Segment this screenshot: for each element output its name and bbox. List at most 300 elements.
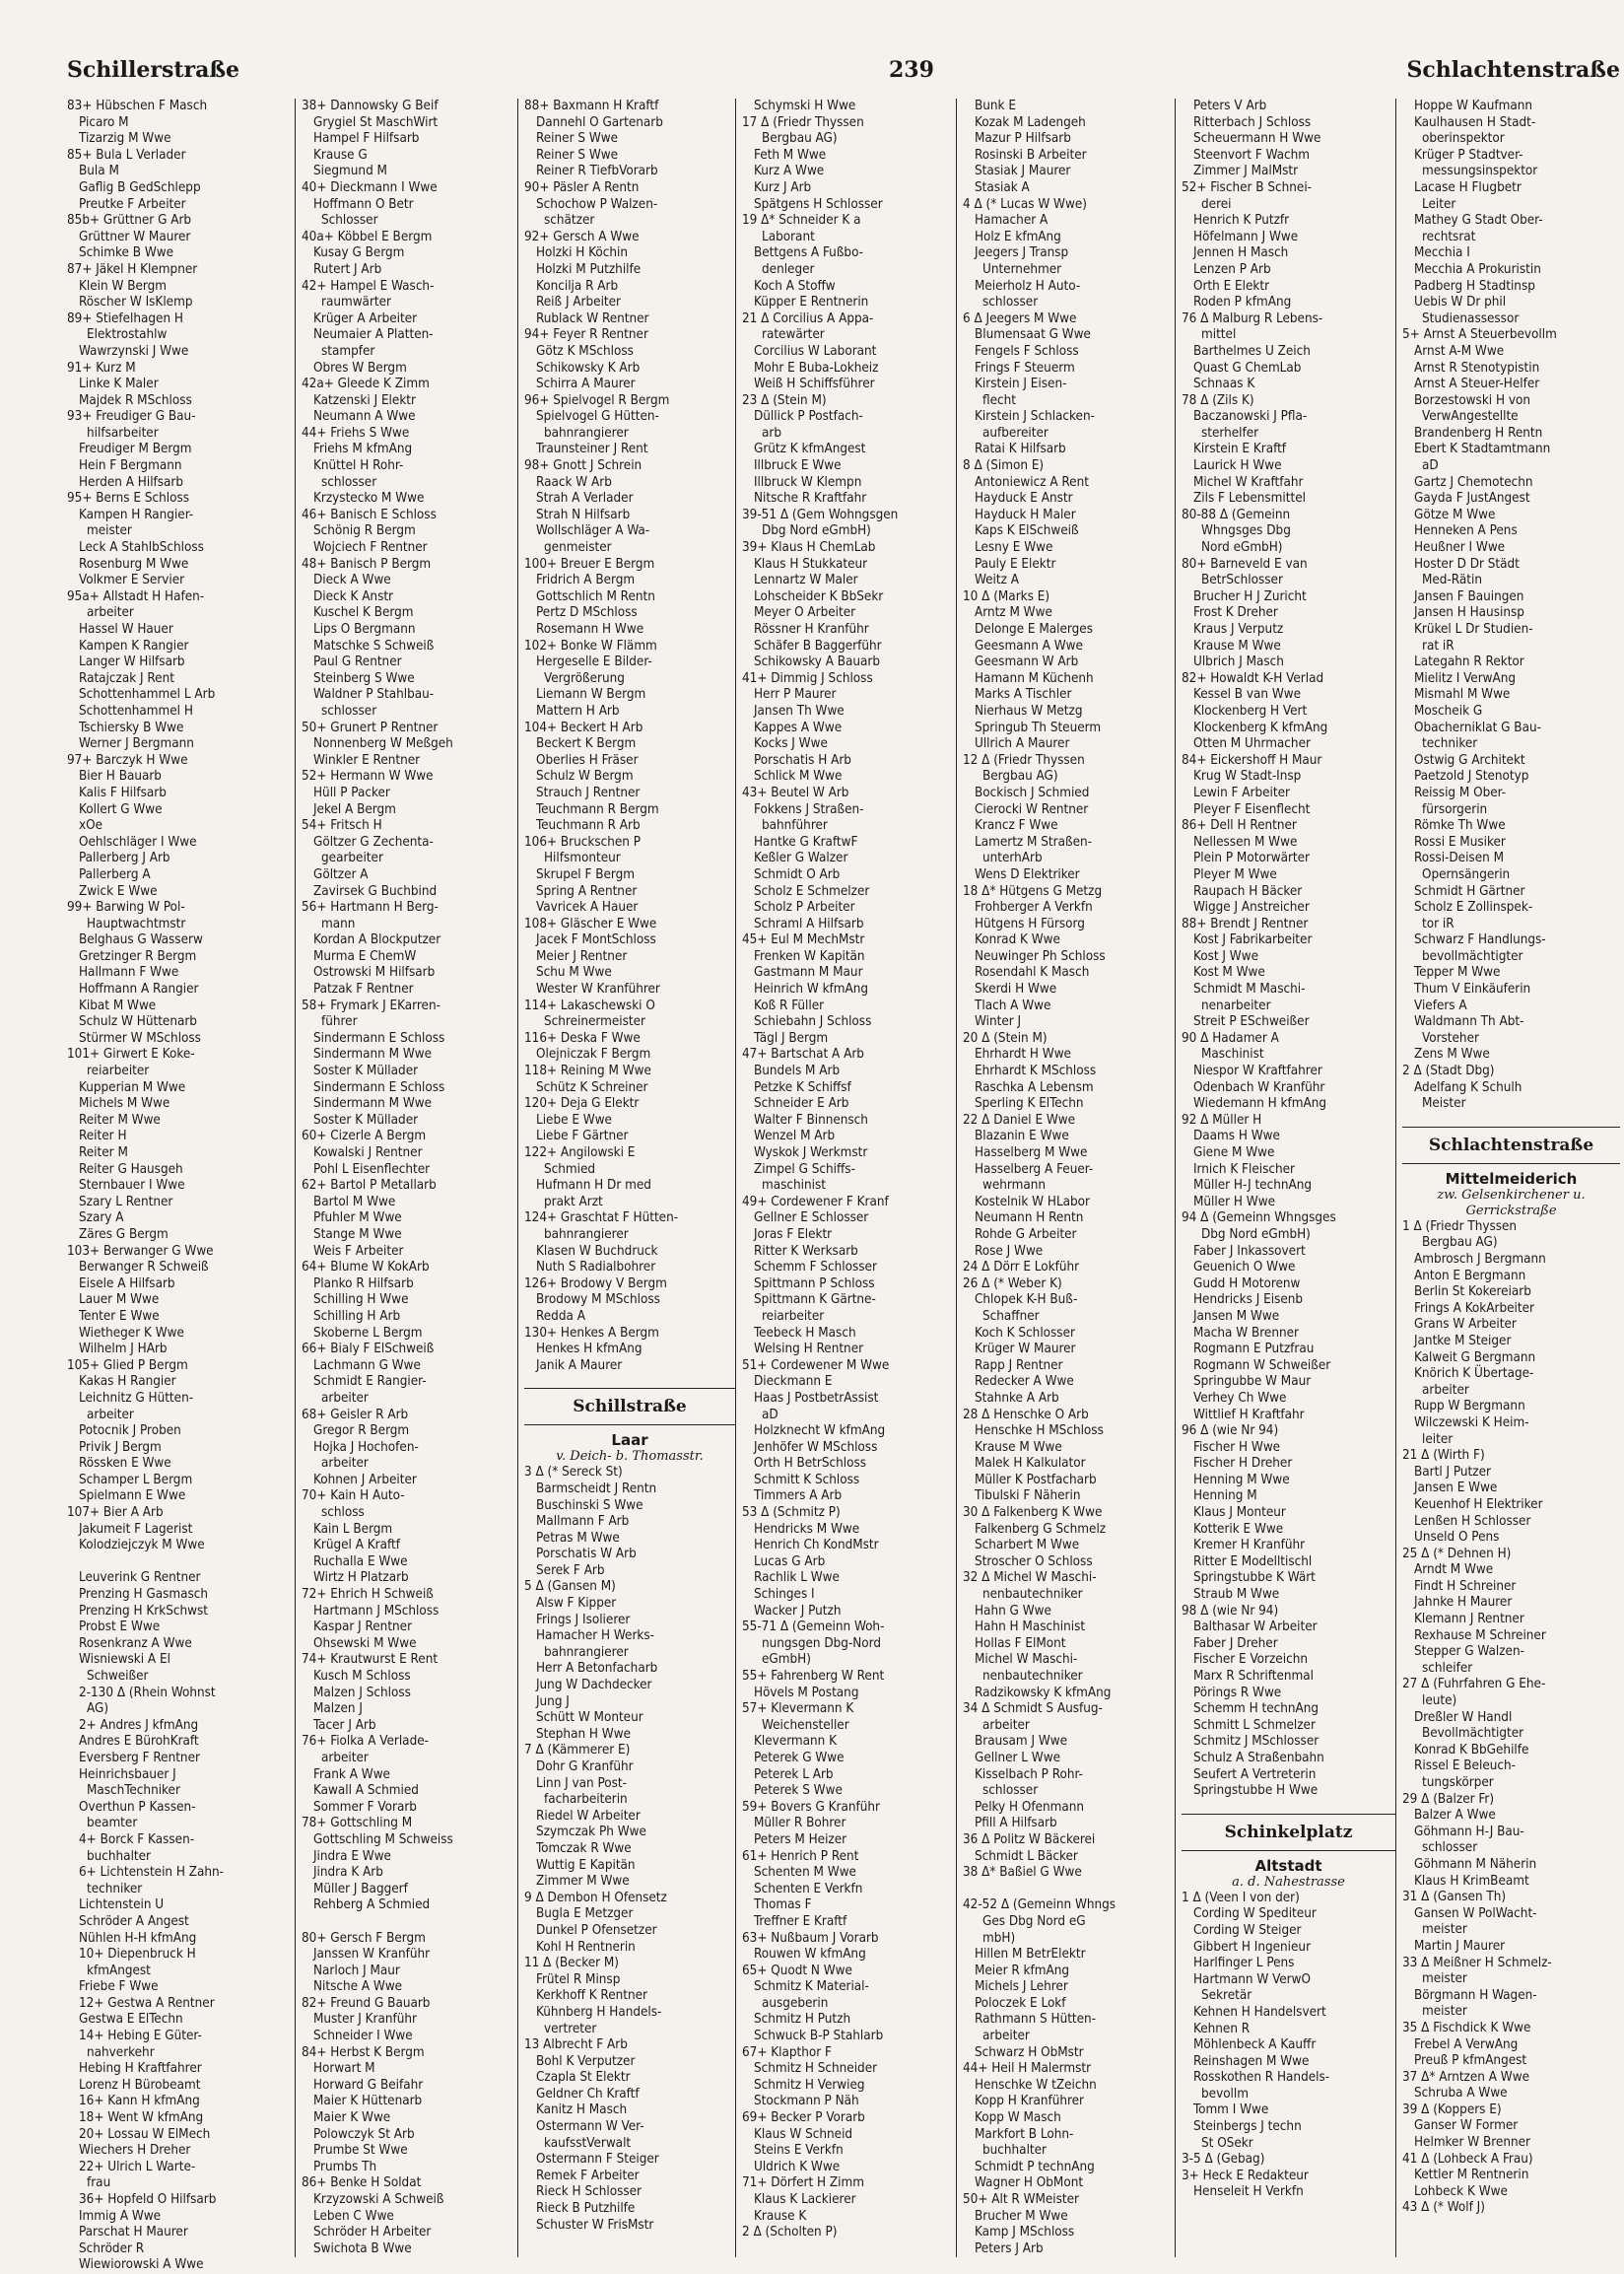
- house-number-entry: 5 Δ (Gansen M): [524, 1579, 616, 1595]
- house-number-entry: 52+ Fischer B Schnei-: [1182, 179, 1313, 195]
- house-number-entry: 64+ Blume W KokArb: [302, 1260, 430, 1275]
- resident-entry: Rachlik L Wwe: [754, 1570, 840, 1586]
- resident-entry: Leichnitz G Hütten-: [79, 1390, 194, 1406]
- resident-entry: Berlin St Kokereiarb: [1414, 1284, 1531, 1300]
- resident-entry: Blazanin E Wwe: [975, 1129, 1069, 1144]
- district-heading: Mittelmeiderich: [1445, 1169, 1578, 1188]
- resident-entry: Schreinermeister: [544, 1014, 645, 1030]
- resident-entry: Spätgens H Schlosser: [754, 196, 883, 212]
- resident-entry: Gibbert H Ingenieur: [1193, 1939, 1312, 1955]
- resident-entry: Hebing H Kraftfahrer: [79, 2061, 202, 2077]
- resident-entry: arb: [762, 425, 781, 441]
- house-number-entry: 56+ Hartmann H Berg-: [302, 900, 439, 916]
- resident-entry: Springub Th Steuerm: [975, 720, 1102, 735]
- resident-entry: Klockenberg H Vert: [1193, 703, 1308, 719]
- resident-entry: Henneken A Pens: [1414, 523, 1518, 539]
- house-number-entry: 107+ Bier A Arb: [67, 1505, 164, 1521]
- resident-entry: Markfort B Lohn-: [975, 2126, 1074, 2142]
- house-number-entry: 63+ Nußbaum J Vorarb: [742, 1930, 879, 1946]
- resident-entry: Gudd H Motorenw: [1193, 1275, 1301, 1291]
- resident-entry: Poloczek E Lokf: [975, 1995, 1066, 2011]
- resident-entry: Lennartz W Maler: [754, 573, 858, 588]
- resident-entry: prakt Arzt: [544, 1194, 603, 1209]
- resident-entry: Geuenich O Wwe: [1193, 1260, 1296, 1275]
- resident-entry: Krükel L Dr Studien-: [1414, 622, 1533, 637]
- resident-entry: Schirra A Maurer: [536, 377, 636, 392]
- resident-entry: Jindra E Wwe: [313, 1848, 391, 1864]
- resident-entry: Kohl H Rentnerin: [536, 1939, 636, 1955]
- resident-entry: Potocnik J Proben: [79, 1423, 181, 1439]
- resident-entry: Matschke S Schweiß: [313, 638, 435, 654]
- resident-entry: Moscheik G: [1414, 703, 1483, 719]
- resident-entry: Eversberg F Rentner: [79, 1750, 200, 1765]
- resident-entry: Schütz K Schreiner: [536, 1079, 648, 1095]
- resident-entry: Heinrichsbauer J: [79, 1766, 176, 1782]
- resident-entry: arbeiter: [321, 1750, 369, 1765]
- resident-entry: Pohl L Eisenflechter: [313, 1161, 431, 1177]
- resident-entry: Rossi-Deisen M: [1414, 851, 1504, 866]
- resident-entry: Klockenberg K kfmAng: [1193, 720, 1328, 735]
- resident-entry: Unternehmer: [982, 261, 1062, 277]
- resident-entry: Ritter K Werksarb: [754, 1243, 858, 1259]
- resident-entry: 10+ Diepenbruck H: [79, 1947, 196, 1963]
- house-number-entry: 41+ Dimmig J Schloss: [742, 670, 873, 686]
- resident-entry: Götz K MSchloss: [536, 343, 634, 359]
- house-number-entry: 122+ Angilowski E: [524, 1145, 636, 1160]
- resident-entry: Kehnen R: [1193, 2021, 1251, 2036]
- resident-entry: Keßler G Walzer: [754, 851, 848, 866]
- resident-entry: Peters J Arb: [975, 2240, 1044, 2256]
- resident-entry: Hoffmann A Rangier: [79, 982, 199, 998]
- resident-entry: meister: [1422, 2004, 1467, 2020]
- resident-entry: sterhelfer: [1201, 425, 1259, 441]
- resident-entry: Schulz A Straßenbahn: [1193, 1750, 1324, 1765]
- house-number-entry: 18 Δ* Hütgens G Metzg: [963, 883, 1103, 899]
- resident-entry: Hövels M Postang: [754, 1685, 859, 1700]
- house-number-entry: 130+ Henkes A Bergm: [524, 1325, 659, 1341]
- resident-entry: Gretzinger R Bergm: [79, 948, 197, 964]
- resident-entry: Lachmann G Wwe: [313, 1357, 421, 1373]
- resident-entry: Tepper M Wwe: [1414, 965, 1501, 981]
- resident-entry: Vavricek A Hauer: [536, 900, 639, 916]
- resident-entry: Winkler E Rentner: [313, 752, 421, 768]
- resident-entry: schlosser: [1422, 1840, 1478, 1856]
- resident-entry: Illbruck E Wwe: [754, 458, 842, 474]
- house-number-entry: 53 Δ (Schmitz P): [742, 1505, 841, 1521]
- resident-entry: Schmitt K Schloss: [754, 1472, 860, 1487]
- house-number-entry: 45+ Eul M MechMstr: [742, 932, 865, 948]
- resident-entry: Wenzel M Arb: [754, 1129, 836, 1144]
- resident-entry: Krause M Wwe: [1193, 638, 1281, 654]
- resident-entry: Kordan A Blockputzer: [313, 932, 441, 948]
- house-number-entry: 80-88 Δ (Gemeinn: [1182, 507, 1291, 522]
- resident-entry: Schröder R: [79, 2240, 145, 2256]
- resident-entry: Schulz W Bergm: [536, 769, 634, 785]
- resident-entry: Kollert G Wwe: [79, 801, 163, 817]
- house-number-entry: 2 Δ (Stadt Dbg): [1402, 1064, 1495, 1079]
- resident-entry: Rosemann H Wwe: [536, 622, 644, 637]
- house-number-entry: 51+ Cordewener M Wwe: [742, 1357, 890, 1373]
- resident-entry: Rogmann W Schweißer: [1193, 1357, 1331, 1373]
- resident-entry: Reiß J Arbeiter: [536, 295, 622, 310]
- house-number-entry: 103+ Berwanger G Wwe: [67, 1243, 214, 1259]
- resident-entry: Verhey Ch Wwe: [1193, 1390, 1287, 1406]
- resident-entry: Prenzing H Gasmasch: [79, 1587, 209, 1603]
- resident-entry: Laborant: [762, 229, 815, 244]
- resident-entry: Koß R Füller: [754, 998, 825, 1013]
- resident-entry: Antoniewicz A Rent: [975, 474, 1089, 490]
- house-number-entry: 8 Δ (Simon E): [963, 458, 1045, 474]
- house-number-entry: 2 Δ (Scholten P): [742, 2225, 838, 2240]
- resident-entry: Linn J van Post-: [536, 1775, 628, 1791]
- resident-entry: Petzke K Schiffsf: [754, 1079, 851, 1095]
- resident-entry: Ullrich A Maurer: [975, 736, 1070, 752]
- house-number-entry: 118+ Reining M Wwe: [524, 1064, 651, 1079]
- resident-entry: Hillen M BetrElektr: [975, 1947, 1086, 1963]
- resident-entry: schleifer: [1422, 1660, 1473, 1676]
- resident-entry: Ritterbach J Schloss: [1193, 114, 1312, 130]
- house-number-entry: 67+ Klapthor F: [742, 2044, 832, 2060]
- resident-entry: Nitsche R Kraftfahr: [754, 491, 867, 507]
- resident-entry: reiarbeiter: [762, 1308, 825, 1324]
- house-number-entry: 101+ Girwert E Koke-: [67, 1047, 195, 1063]
- resident-entry: Ehrhardt H Wwe: [975, 1047, 1071, 1063]
- resident-entry: Stasiak J Maurer: [975, 164, 1071, 179]
- resident-entry: Jennen H Masch: [1193, 245, 1289, 261]
- resident-entry: Göhmann M Näherin: [1414, 1856, 1537, 1872]
- resident-entry: [67, 1554, 295, 1571]
- resident-entry: Spittmann P Schloss: [754, 1275, 875, 1291]
- resident-entry: Gansen W PolWacht-: [1414, 1905, 1537, 1921]
- house-number-entry: 41 Δ (Lohbeck A Frau): [1402, 2151, 1533, 2167]
- resident-entry: Leben C Wwe: [313, 2208, 394, 2224]
- resident-entry: Kirstein J Eisen-: [975, 377, 1067, 392]
- resident-entry: Bergbau AG): [762, 131, 838, 147]
- resident-entry: Kettler M Rentnerin: [1414, 2168, 1529, 2183]
- resident-entry: xOe: [79, 818, 103, 834]
- resident-entry: kaufsstVerwalt: [544, 2135, 632, 2151]
- resident-entry: Schenten M Wwe: [754, 1865, 856, 1881]
- resident-entry: Tizarzig M Wwe: [79, 131, 171, 147]
- resident-entry: Kuschel K Bergm: [313, 605, 414, 621]
- resident-entry: kfmAngest: [87, 1963, 151, 1978]
- resident-entry: schätzer: [544, 213, 595, 229]
- resident-entry: Jung W Dachdecker: [536, 1678, 652, 1693]
- resident-entry: Wigge J Anstreicher: [1193, 900, 1310, 916]
- resident-entry: Weiß H Schiffsführer: [754, 377, 875, 392]
- resident-entry: Wyskok J Werkmstr: [754, 1145, 868, 1160]
- house-number-entry: 97+ Barczyk H Wwe: [67, 752, 188, 768]
- resident-entry: Roden P kfmAng: [1193, 295, 1292, 310]
- house-number-entry: 95+ Berns E Schloss: [67, 491, 189, 507]
- resident-entry: Pelky H Ofenmann: [975, 1799, 1085, 1815]
- resident-entry: fürsorgerin: [1422, 801, 1488, 817]
- resident-entry: Ratai K Hilfsarb: [975, 442, 1066, 457]
- house-number-entry: 58+ Frymark J EKarren-: [302, 998, 440, 1013]
- resident-entry: derei: [1201, 196, 1232, 212]
- resident-entry: Bartl J Putzer: [1414, 1464, 1491, 1480]
- resident-entry: Jung J: [536, 1693, 570, 1709]
- resident-entry: Whngsges Dbg: [1201, 523, 1291, 539]
- resident-entry: Welsing H Rentner: [754, 1342, 864, 1357]
- resident-entry: Herden A Hilfsarb: [79, 474, 184, 490]
- resident-entry: Kurz J Arb: [754, 179, 812, 195]
- resident-entry: Neumann H Rentn: [975, 1210, 1084, 1226]
- resident-entry: Peters M Heizer: [754, 1831, 847, 1847]
- house-number-entry: 89+ Stiefelhagen H: [67, 310, 183, 326]
- resident-entry: Padberg H Stadtinsp: [1414, 278, 1535, 294]
- resident-entry: Oehlschläger I Wwe: [79, 834, 197, 850]
- resident-entry: Fischer E Vorzeichn: [1193, 1652, 1308, 1668]
- resident-entry: Bartol M Wwe: [313, 1194, 396, 1209]
- resident-entry: messungsinspektor: [1422, 164, 1538, 179]
- resident-entry: Andres E BürohKraft: [79, 1734, 199, 1750]
- house-number-entry: 42a+ Gleede K Zimm: [302, 377, 430, 392]
- resident-entry: Hahn G Wwe: [975, 1603, 1051, 1619]
- resident-entry: hilfsarbeiter: [87, 425, 159, 441]
- resident-entry: Brodowy M MSchloss: [536, 1292, 660, 1308]
- resident-entry: Ganser W Former: [1414, 2118, 1519, 2134]
- resident-entry: Szary A: [79, 1210, 124, 1226]
- resident-entry: Riedel W Arbeiter: [536, 1808, 641, 1824]
- resident-entry: Hasselberg M Wwe: [975, 1145, 1088, 1160]
- resident-entry: Bunk E: [975, 99, 1016, 113]
- resident-entry: Paetzold J Stenotyp: [1414, 769, 1529, 785]
- resident-entry: Rehberg A Schmied: [313, 1897, 431, 1913]
- resident-entry: Römke Th Wwe: [1414, 818, 1506, 834]
- resident-entry: Stange M Wwe: [313, 1226, 402, 1242]
- house-number-entry: 44+ Heil H Malermstr: [963, 2061, 1092, 2077]
- resident-entry: Zimpel G Schiffs-: [754, 1161, 855, 1177]
- resident-entry: Viefers A: [1414, 998, 1467, 1013]
- house-number-entry: 21 Δ (Wirth F): [1402, 1448, 1485, 1464]
- resident-entry: Rissel E Beleuch-: [1414, 1758, 1516, 1774]
- resident-entry: Daams H Wwe: [1193, 1129, 1280, 1144]
- house-number-entry: 83+ Hübschen F Masch: [67, 99, 208, 113]
- resident-entry: Jacek F MontSchloss: [536, 932, 656, 948]
- resident-entry: leute): [1422, 1693, 1457, 1709]
- house-number-entry: 105+ Glied P Bergm: [67, 1357, 188, 1373]
- resident-entry: Krügel A Kraftf: [313, 1538, 400, 1553]
- house-number-entry: 17 Δ (Friedr Thyssen: [742, 114, 864, 130]
- house-number-entry: 20 Δ (Stein M): [963, 1030, 1048, 1046]
- resident-entry: Tschiersky B Wwe: [79, 720, 184, 735]
- resident-entry: Barmscheidt J Rentn: [536, 1481, 657, 1496]
- house-number-entry: 120+ Deja G Elektr: [524, 1096, 640, 1112]
- resident-entry: Skrupel F Bergm: [536, 866, 635, 882]
- resident-entry: Straub M Wwe: [1193, 1587, 1280, 1603]
- resident-entry: Bergbau AG): [982, 769, 1058, 785]
- resident-entry: Reissig M Ober-: [1414, 785, 1507, 800]
- resident-entry: Wilczewski K Heim-: [1414, 1414, 1529, 1430]
- resident-entry: Müller J Baggerf: [313, 1881, 408, 1896]
- resident-entry: Blumensaat G Wwe: [975, 327, 1091, 343]
- resident-entry: Ebert K Stadtamtmann: [1414, 442, 1551, 457]
- resident-entry: Schütt W Monteur: [536, 1710, 643, 1726]
- resident-entry: aufbereiter: [982, 425, 1049, 441]
- house-number-entry: 6 Δ Jeegers M Wwe: [963, 310, 1077, 326]
- resident-entry: Grüttner W Maurer: [79, 229, 191, 244]
- resident-entry: Frenken W Kapitän: [754, 948, 865, 964]
- resident-entry: Thomas F: [754, 1897, 812, 1913]
- resident-entry: Schiebahn J Schloss: [754, 1014, 872, 1030]
- resident-entry: Reiner S Wwe: [536, 131, 619, 147]
- resident-entry: Hartmann W VerwO: [1193, 1971, 1311, 1987]
- resident-entry: Lauer M Wwe: [79, 1292, 160, 1308]
- resident-entry: Liebe F Gärtner: [536, 1129, 629, 1144]
- resident-entry: Düllick P Postfach-: [754, 409, 863, 425]
- resident-entry: Göltzer G Zechenta-: [313, 834, 434, 850]
- resident-entry: Timmers A Arb: [754, 1488, 843, 1504]
- resident-entry: Kost M Wwe: [1193, 965, 1265, 981]
- resident-entry: Jenhöfer W MSchloss: [754, 1439, 878, 1455]
- resident-entry: Paul G Rentner: [313, 655, 402, 670]
- resident-entry: Schlick M Wwe: [754, 769, 843, 785]
- resident-entry: Schamper L Bergm: [79, 1472, 193, 1487]
- resident-entry: Schochow P Walzen-: [536, 196, 658, 212]
- resident-entry: Frebel A VerwAng: [1414, 2036, 1519, 2052]
- resident-entry: Chlopek K-H Buß-: [975, 1292, 1078, 1308]
- resident-entry: facharbeiterin: [544, 1792, 628, 1808]
- resident-entry: Volkmer E Servier: [79, 573, 185, 588]
- resident-entry: Jahnke H Maurer: [1414, 1595, 1513, 1611]
- resident-entry: Jansen E Wwe: [1414, 1481, 1498, 1496]
- resident-entry: Skoberne L Bergm: [313, 1325, 423, 1341]
- resident-entry: flecht: [982, 392, 1016, 408]
- resident-entry: mann: [321, 916, 356, 931]
- resident-entry: tungskörper: [1422, 1775, 1494, 1790]
- resident-entry: tor iR: [1422, 916, 1455, 931]
- resident-entry: Petras M Wwe: [536, 1530, 620, 1546]
- resident-entry: Ostrowski M Hilfsarb: [313, 965, 436, 981]
- resident-entry: Arnst R Stenotypistin: [1414, 360, 1540, 376]
- resident-entry: Irnich K Fleischer: [1193, 1161, 1295, 1177]
- house-number-entry: 46+ Banisch E Schloss: [302, 507, 437, 522]
- resident-entry: Gestwa E ElTechn: [79, 2012, 183, 2028]
- resident-entry: schloss: [321, 1505, 365, 1521]
- resident-entry: Schilling H Wwe: [313, 1292, 409, 1308]
- resident-entry: genmeister: [544, 540, 612, 556]
- resident-entry: Springstubbe H Wwe: [1193, 1783, 1319, 1799]
- resident-entry: Liebe E Wwe: [536, 1112, 612, 1128]
- resident-entry: Hayduck H Maler: [975, 507, 1076, 522]
- resident-entry: Rosinski B Arbeiter: [975, 147, 1087, 163]
- resident-entry: Pörings R Wwe: [1193, 1685, 1282, 1700]
- resident-entry: Lewin F Arbeiter: [1193, 785, 1290, 800]
- resident-entry: ausgeberin: [762, 1995, 829, 2011]
- resident-entry: Geesmann W Arb: [975, 655, 1079, 670]
- resident-entry: Schmied: [544, 1161, 596, 1177]
- resident-entry: Skerdi H Wwe: [975, 982, 1057, 998]
- house-number-entry: 32 Δ Michel W Maschi-: [963, 1570, 1097, 1586]
- house-number-entry: 10 Δ (Marks E): [963, 588, 1050, 604]
- house-number-entry: 7 Δ (Kämmerer E): [524, 1743, 631, 1758]
- resident-entry: Kaspar J Rentner: [313, 1619, 413, 1635]
- house-number-entry: 5+ Arnst A Steuerbevollm: [1402, 327, 1557, 343]
- resident-entry: Gayda F JustAngest: [1414, 491, 1530, 507]
- resident-entry: Schlosser: [321, 213, 378, 229]
- resident-entry: Langer W Hilfsarb: [79, 655, 185, 670]
- resident-entry: Klaus W Schneid: [754, 2126, 853, 2142]
- house-number-entry: 84+ Herbst K Bergm: [302, 2044, 425, 2060]
- resident-entry: Treffner E Kraftf: [754, 1913, 847, 1929]
- resident-entry: Spittmann K Gärtne-: [754, 1292, 876, 1308]
- house-number-entry: 100+ Breuer E Bergm: [524, 556, 655, 572]
- resident-entry: Hassel W Hauer: [79, 622, 173, 637]
- resident-entry: Klaus K Lackierer: [754, 2192, 856, 2207]
- resident-entry: Leiter: [1422, 196, 1456, 212]
- resident-entry: nungsgen Dbg-Nord: [762, 1635, 882, 1651]
- resident-entry: Maier K Hüttenarb: [313, 2094, 423, 2109]
- resident-entry: Strah A Verlader: [536, 491, 634, 507]
- resident-entry: aD: [762, 1407, 778, 1422]
- resident-entry: Küpper E Rentnerin: [754, 295, 869, 310]
- resident-entry: Klaus J Monteur: [1193, 1505, 1286, 1521]
- resident-entry: Rosenburg M Wwe: [79, 556, 189, 572]
- resident-entry: Schmitz H Putzh: [754, 2012, 851, 2028]
- resident-entry: Stasiak A: [975, 179, 1030, 195]
- directory-column: [1395, 99, 1620, 2257]
- house-number-entry: 98+ Gnott J Schrein: [524, 458, 643, 474]
- resident-entry: Rössken E Wwe: [79, 1456, 171, 1472]
- resident-entry: Arndt M Wwe: [1414, 1562, 1494, 1578]
- resident-entry: Strauch J Rentner: [536, 785, 641, 800]
- resident-entry: Lategahn R Rektor: [1414, 655, 1524, 670]
- house-number-entry: 40+ Dieckmann I Wwe: [302, 179, 438, 195]
- resident-entry: Klein W Bergm: [79, 278, 167, 294]
- house-number-entry: 96 Δ (wie Nr 94): [1182, 1423, 1279, 1439]
- resident-entry: nenarbeiter: [1201, 998, 1271, 1013]
- resident-entry: Siegmund M: [313, 164, 387, 179]
- resident-entry: 4+ Borck F Kassen-: [79, 1831, 195, 1847]
- resident-entry: Reiter H: [79, 1129, 127, 1144]
- resident-entry: Freudiger M Bergm: [79, 442, 192, 457]
- house-number-entry: 26 Δ (* Weber K): [963, 1275, 1062, 1291]
- resident-entry: Planko R Hilfsarb: [313, 1275, 414, 1291]
- resident-entry: Schaffner: [982, 1308, 1040, 1324]
- resident-entry: Bockisch J Schmied: [975, 785, 1090, 800]
- resident-entry: Heinrich W kfmAng: [754, 982, 869, 998]
- house-number-entry: 30 Δ Falkenberg K Wwe: [963, 1505, 1103, 1521]
- resident-entry: Cording W Steiger: [1193, 1922, 1302, 1938]
- resident-entry: Preuß P kfmAngest: [1414, 2053, 1527, 2069]
- resident-entry: Hauptwachtmstr: [87, 916, 186, 931]
- house-number-entry: 23 Δ (Stein M): [742, 392, 827, 408]
- resident-entry: Cording W Spediteur: [1193, 1906, 1317, 1922]
- resident-entry: Schinges I: [754, 1587, 815, 1603]
- house-number-entry: 66+ Bialy F ElSchweiß: [302, 1342, 435, 1357]
- resident-entry: Pallerberg J Arb: [79, 851, 170, 866]
- resident-entry: Wirtz H Platzarb: [313, 1570, 409, 1586]
- resident-entry: Schwuck B-P Stahlarb: [754, 2029, 884, 2044]
- resident-entry: Raschka A Lebensm: [975, 1079, 1094, 1095]
- resident-entry: Ohsewski M Wwe: [313, 1635, 417, 1651]
- resident-entry: Bugla E Metzger: [536, 1906, 634, 1922]
- resident-entry: eGmbH): [762, 1652, 811, 1668]
- resident-entry: Frings F Steuerm: [975, 360, 1075, 376]
- resident-entry: Geldner Ch Kraftf: [536, 2086, 640, 2102]
- house-number-entry: 50+ Alt R WMeister: [963, 2192, 1080, 2207]
- resident-entry: Arnst A Steuer-Helfer: [1414, 377, 1540, 392]
- resident-entry: Schmitz J MSchlosser: [1193, 1734, 1320, 1750]
- resident-entry: Waldner P Stahlbau-: [313, 687, 435, 703]
- resident-entry: Olejniczak F Bergm: [536, 1047, 651, 1063]
- house-number-entry: 29 Δ (Balzer Fr): [1402, 1791, 1495, 1807]
- resident-entry: mittel: [1201, 327, 1237, 343]
- resident-entry: Schmitz H Schneider: [754, 2061, 878, 2077]
- resident-entry: Plein P Motorwärter: [1193, 851, 1310, 866]
- resident-entry: Arntz M Wwe: [975, 605, 1052, 621]
